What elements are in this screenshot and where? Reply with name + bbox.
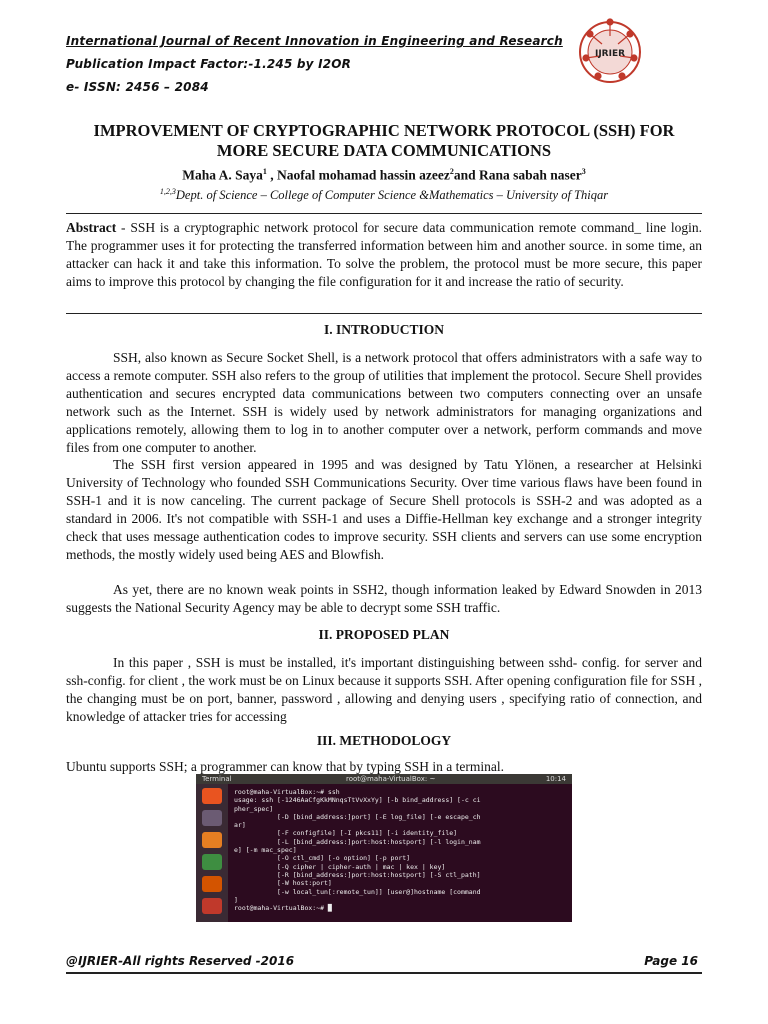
proposed-plan-paragraph: In this paper , SSH is must be installed, it's important distinguishing between sshd- config. for server and ssh-config. for client , the work must be on Linux because it supports SSH. After opening configuration file for SSH , the changing must be on port, banner, password , allowing and denying users , specifying ratio of connection, and knowledge of attacker tries for accessing [66,655,702,724]
terminal-output: root@maha-VirtualBox:~# ssh usage: ssh [-1246AaCfgKkMNnqsTtVvXxYy] [-b bind_address] [-c ci pher_spec] [-D [bind_address:]port] [-E log_file] [-e escape_ch ar] [-F configfile] [-I pkcs11] [-i identity_file] [-L [bind_address:]port:host:hostport] [-l login_nam e] [-m mac_spec] [-O ctl_cmd] [-o option] [-p port] [-Q cipher | cipher-auth | mac | kex | key] [-R [bind_address:]port:host:hostport] [-S ctl_path] [-W host:port] [-w local_tun[:remote_tun]] [user@]hostname [command ] root@maha-VirtualBox:~# █ [234,788,481,913]
window-title-bar [196,774,572,784]
abstract-bottom-rule [66,313,702,314]
window-subtitle: root@maha-VirtualBox: ~ [346,775,436,783]
impact-factor: Publication Impact Factor:-1.245 by I2OR [66,57,352,71]
paper-title-line2: MORE SECURE DATA COMMUNICATIONS [216,141,552,160]
footer-copyright: @IJRIER-All rights Reserved -2016 [66,954,295,968]
intro-paragraph-1: SSH, also known as Secure Socket Shell, is a network protocol that offers administrators with a safe way to access a remote computer. SSH also refers to the group of utilities that implement the protocol. Secure Shell provides authentication and secures encrypted data communications between two computers connecting over an unsafe network such as the Internet. SSH is widely used by network administrators for managing organizations and applications remotely, allowing them to log in to another computer over a network, perform commands and move files from one computer to another. [66,350,702,455]
firefox-icon [202,832,222,848]
software-center-icon [202,876,222,892]
methodology-paragraph: Ubuntu supports SSH; a programmer can know that by typing SSH in a terminal. [66,759,504,774]
terminal-screenshot [196,774,572,922]
clock: 10:14 [545,775,566,783]
abstract-top-rule [66,213,702,214]
authors: Maha A. Saya$^1$ , Naofal mohamad hassin azeez$^2$and Rana sabah naser$^3$ [182,167,586,183]
section-heading-introduction: I. INTRODUCTION [323,322,445,337]
window-title: Terminal [202,775,232,783]
section-heading-methodology: III. METHODOLOGY [316,733,452,748]
affiliation: $^{1,2,3}$Dept. of Science – College of Computer Science &Mathematics – University of Thiqar [159,187,609,203]
svg-text:IJRIER: IJRIER [594,49,626,59]
abstract: Abstract - SSH is a cryptographic network protocol for secure data communication remote command_ line login. The programmer uses it for protecting the transferred information between him and another source. in some time, an attacker can hack it and take this information. To solve the problem, the protocol must be more secure, this paper aims to improve this protocol by changing the file configuration for it and increase the ratio of security. [66,220,702,289]
intro-paragraph-2: The SSH first version appeared in 1995 and was designed by Tatu Ylönen, a researcher at Helsinki University of Technology who founded SSH Communications Security. Over time various flaws have been found in SSH-1 and it is now canceling. The current package of Secure Shell protocols is SSH-2 and was adopted as a standard in 2006. It's not compatible with SSH-1 and uses a Diffie-Hellman key exchange and a stronger integrity check that uses message authentication codes to improve security. SSH clients and servers can use some encryption methods, the mostly widely used being AES and Blowfish. [66,457,702,562]
issn: e- ISSN: 2456 – 2084 [66,80,209,94]
dash-icon [202,788,222,804]
page-number: Page 16 [644,954,698,968]
footer-rule [66,972,702,974]
section-heading-proposed-plan: II. PROPOSED PLAN [318,627,450,642]
spreadsheet-icon [202,854,222,870]
paper-title-line1: IMPROVEMENT OF CRYPTOGRAPHIC NETWORK PROTOCOL (SSH) FOR [93,121,675,140]
files-icon [202,810,222,826]
journal-logo [572,14,648,90]
settings-icon [202,898,222,914]
intro-paragraph-3: As yet, there are no known weak points in SSH2, though information leaked by Edward Snowden in 2013 suggests the National Security Agency may be able to decrypt some SSH traffic. [66,582,702,615]
ubuntu-launcher [196,784,228,922]
journal-name: International Journal of Recent Innovation in Engineering and Research [66,34,563,48]
